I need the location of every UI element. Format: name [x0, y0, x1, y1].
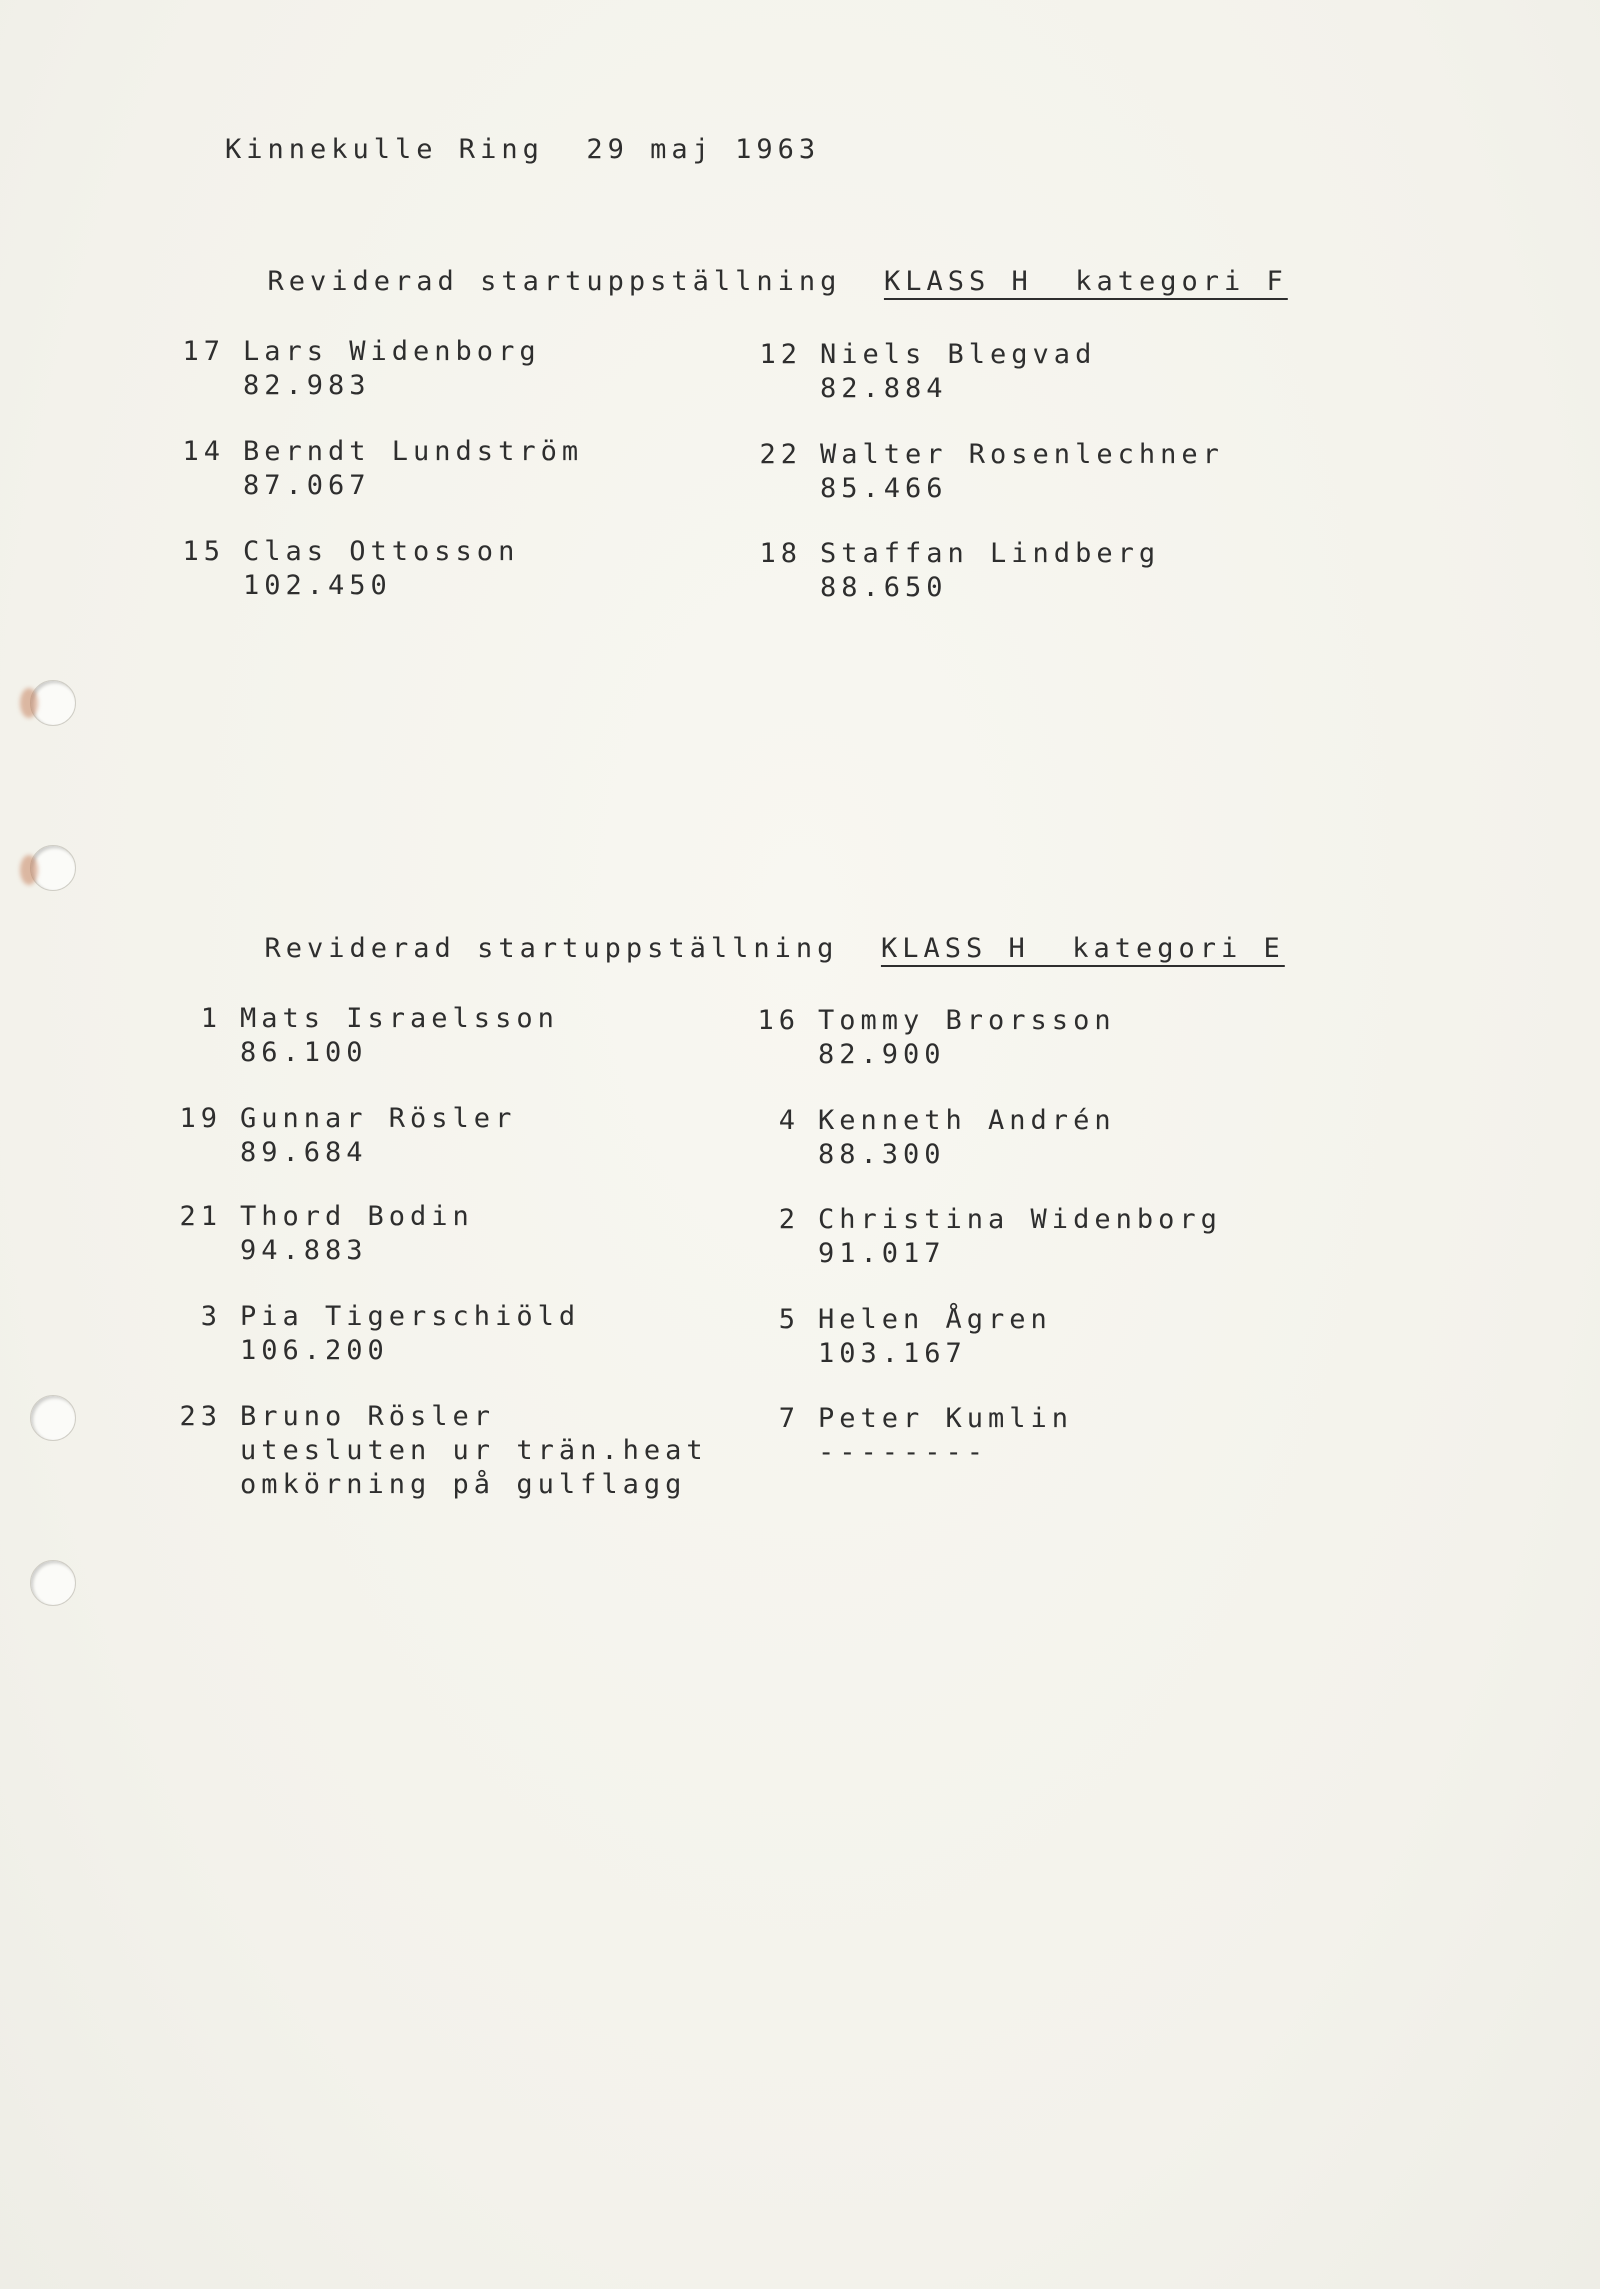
entry-name: Staffan Lindberg: [820, 538, 1161, 569]
section-heading: [225, 235, 1302, 297]
entry-time: 86.100: [240, 1037, 368, 1068]
entry-name: Mats Israelsson: [240, 1003, 559, 1034]
punch-hole: [30, 1560, 76, 1606]
entry-number: 19: [179, 1103, 222, 1134]
entry-name: Walter Rosenlechner: [820, 439, 1224, 470]
entry-time: utesluten ur trän.heat omkörning på gulflagg: [240, 1435, 708, 1500]
entry-number: 16: [757, 1005, 800, 1036]
entry-time: 94.883: [240, 1235, 368, 1266]
entry-number: 14: [182, 436, 225, 467]
heading-class: KLASS H kategori E: [880, 933, 1285, 964]
entry-time: --------: [818, 1437, 989, 1468]
entry-name: Niels Blegvad: [820, 339, 1097, 370]
entry-number: 15: [182, 536, 225, 567]
entry-number: 3: [200, 1301, 222, 1332]
entry-name: Peter Kumlin: [818, 1403, 1074, 1434]
entry-name: Christina Widenborg: [818, 1204, 1222, 1235]
rust-stain: [20, 688, 38, 718]
entry-number: 12: [759, 339, 802, 370]
entry-number: 22: [759, 439, 802, 470]
entry-number: 7: [778, 1403, 800, 1434]
rust-stain: [20, 855, 38, 885]
entry-time: 82.900: [818, 1039, 946, 1070]
entry-name: Berndt Lundström: [243, 436, 584, 467]
entry-time: 103.167: [818, 1338, 967, 1369]
entry-time: 88.300: [818, 1139, 946, 1170]
entry-number: 5: [778, 1304, 800, 1335]
entry-number: 1: [200, 1003, 222, 1034]
heading-class: KLASS H kategori F: [883, 266, 1288, 297]
entry-number: 23: [179, 1401, 222, 1432]
entry-name: Pia Tigerschiöld: [240, 1301, 581, 1332]
entry-name: Kenneth Andrén: [818, 1105, 1116, 1136]
entry-time: 85.466: [820, 473, 948, 504]
punch-hole: [30, 1395, 76, 1441]
heading-prefix: Reviderad startuppställning: [264, 933, 839, 964]
entry-number: 2: [778, 1204, 800, 1235]
entry-name: Bruno Rösler: [240, 1401, 496, 1432]
entry-time: 102.450: [243, 570, 392, 601]
entry-number: 18: [759, 538, 802, 569]
document-title: Kinnekulle Ring 29 maj 1963: [225, 134, 821, 165]
entry-time: 88.650: [820, 572, 948, 603]
entry-time: 106.200: [240, 1335, 389, 1366]
entry-name: Helen Ågren: [818, 1304, 1052, 1335]
entry-time: 87.067: [243, 470, 371, 501]
entry-time: 89.684: [240, 1137, 368, 1168]
section-heading: [222, 902, 1299, 964]
entry-name: Clas Ottosson: [243, 536, 520, 567]
heading-prefix: Reviderad startuppställning: [267, 266, 842, 297]
entry-number: 17: [182, 336, 225, 367]
entry-name: Thord Bodin: [240, 1201, 474, 1232]
entry-name: Tommy Brorsson: [818, 1005, 1116, 1036]
entry-number: 4: [778, 1105, 800, 1136]
entry-time: 82.884: [820, 373, 948, 404]
entry-number: 21: [179, 1201, 222, 1232]
entry-time: 91.017: [818, 1238, 946, 1269]
entry-time: 82.983: [243, 370, 371, 401]
entry-name: Lars Widenborg: [243, 336, 541, 367]
entry-name: Gunnar Rösler: [240, 1103, 517, 1134]
